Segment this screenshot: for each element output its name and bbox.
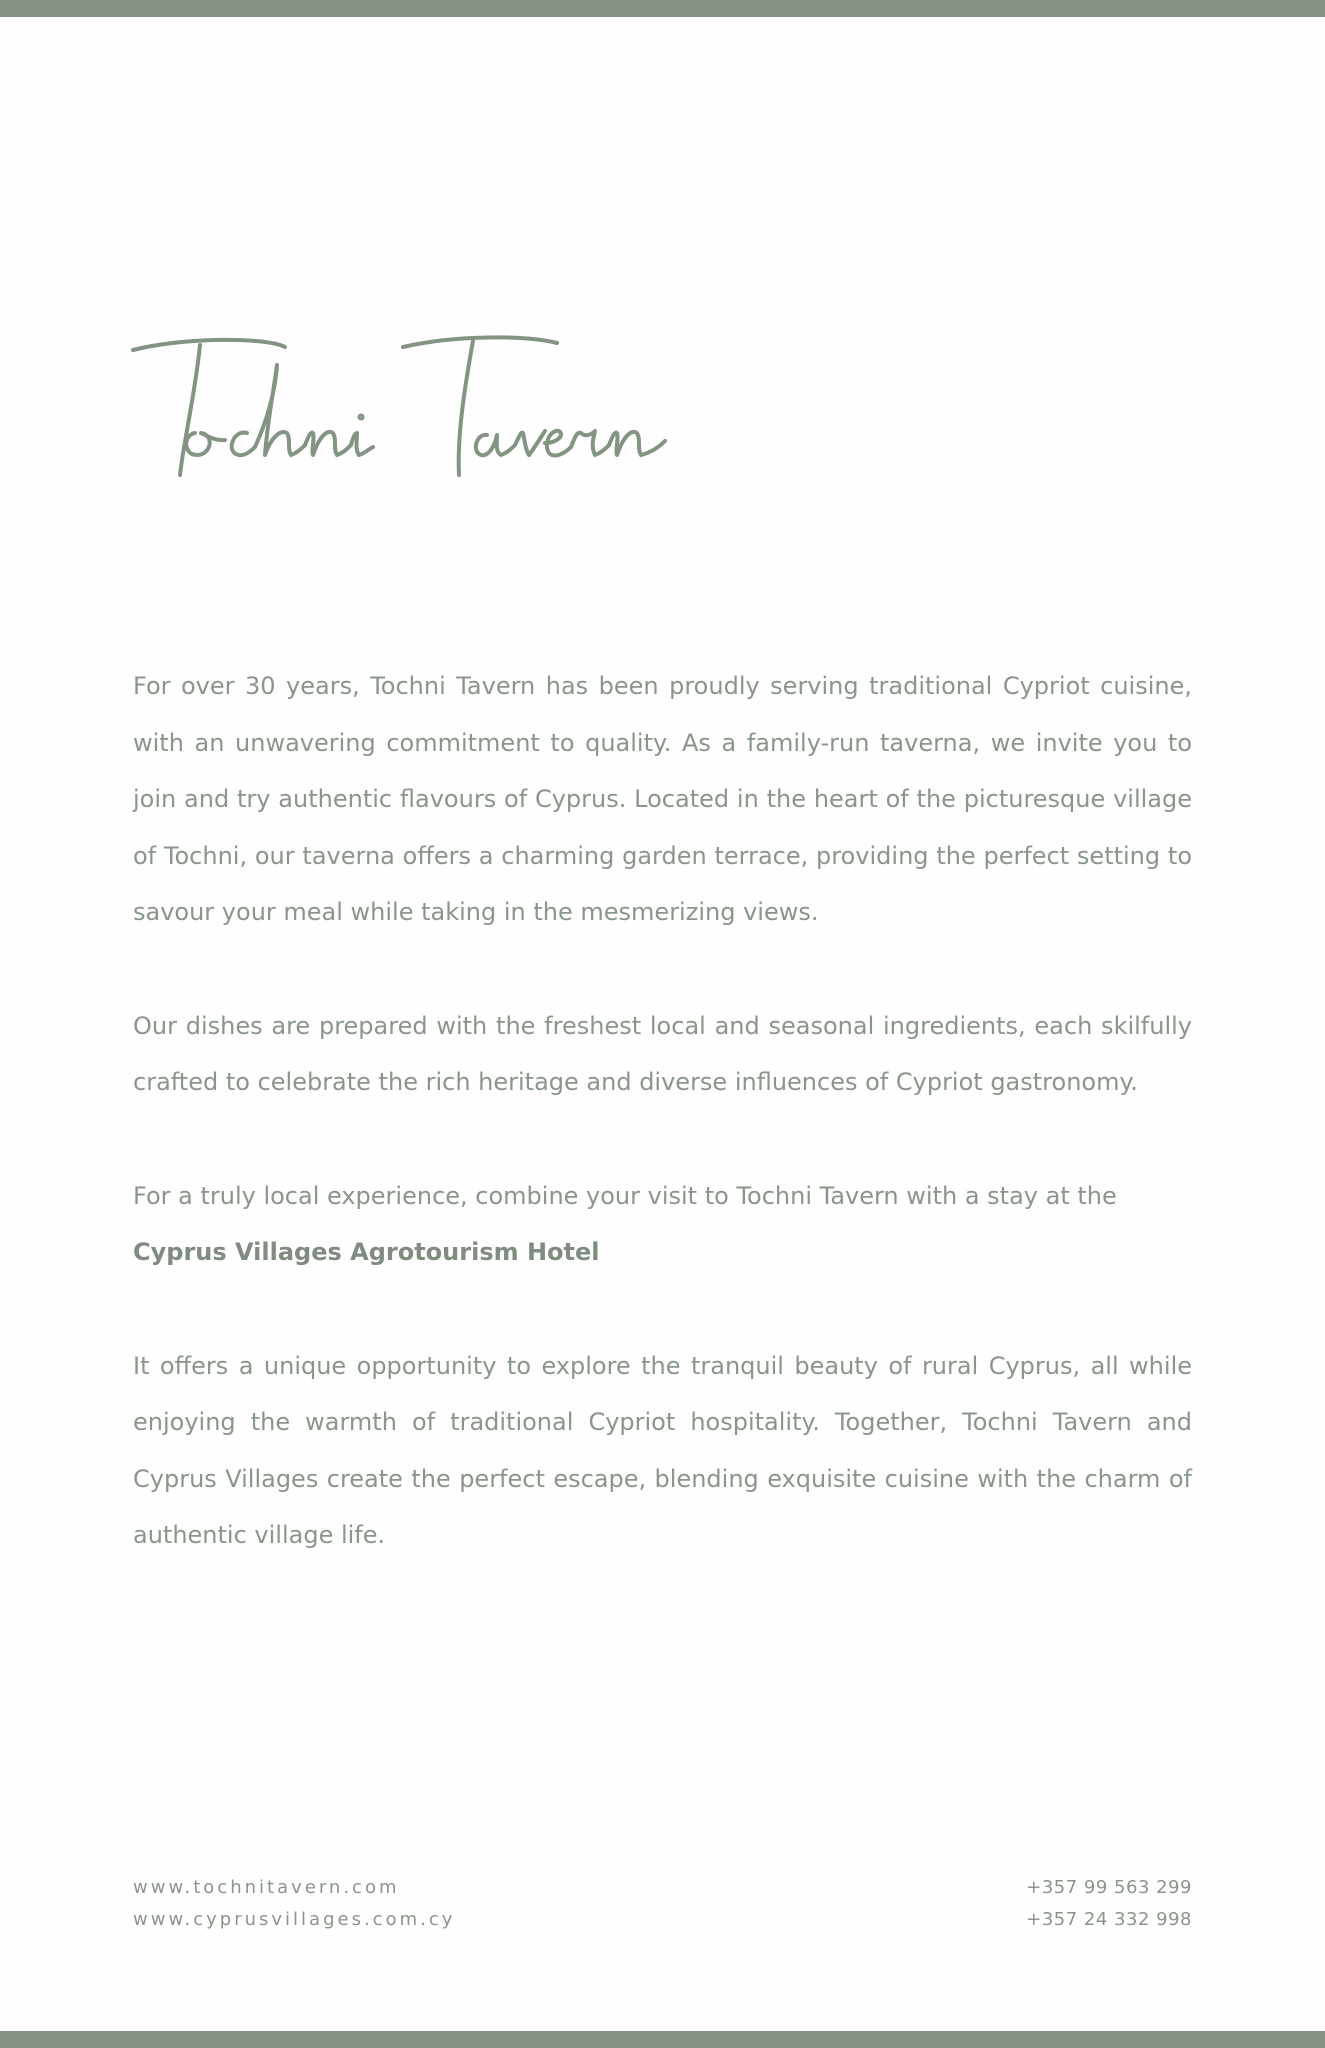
- hospitality-paragraph: It offers a unique opportunity to explore the tranquil beauty of rural Cyprus, all while enjoying the warmth of traditional Cypriot hospitality. Together, Tochni Tavern and Cyprus Villages create the perfect escape, blending exquisite cuisine with the charm of authentic village life.: [133, 1351, 1192, 1549]
- tochni-tavern-script-logo: [125, 325, 725, 495]
- hotel-name: Cyprus Villages Agrotourism Hotel: [133, 1238, 600, 1266]
- website-tochnitavern[interactable]: www.tochnitavern.com: [133, 1877, 400, 1898]
- main-text: [133, 658, 1192, 1621]
- top-band: [0, 0, 1325, 17]
- intro-paragraph: For over 30 years, Tochni Tavern has been proudly serving traditional Cypriot cuisine, with an unwavering commitment to quality. As a family-run taverna, we invite you to join and try authentic flavours of Cyprus. Located in the heart of the picturesque village of Tochni, our taverna offers a charming garden terrace, providing the perfect setting to savour your meal while taking in the mesmerizing views.: [133, 672, 1192, 926]
- phone-number-2[interactable]: +357 24 332 998: [1026, 1909, 1192, 1930]
- dishes-paragraph: Our dishes are prepared with the freshest local and seasonal ingredients, each skilfully crafted to celebrate the rich heritage and diverse influences of Cypriot gastronomy.: [133, 1011, 1192, 1096]
- local-experience-paragraph: [133, 1168, 1192, 1281]
- local-experience-text: For a truly local experience, combine your visit to Tochni Tavern with a stay at the: [133, 1181, 1117, 1210]
- bottom-band: [0, 2031, 1325, 2048]
- footer-phones: [1026, 1872, 1192, 1936]
- phone-number-1[interactable]: +357 99 563 299: [1026, 1877, 1192, 1898]
- website-cyprusvillages[interactable]: www.cyprusvillages.com.cy: [133, 1909, 456, 1930]
- footer-websites: [133, 1872, 455, 1936]
